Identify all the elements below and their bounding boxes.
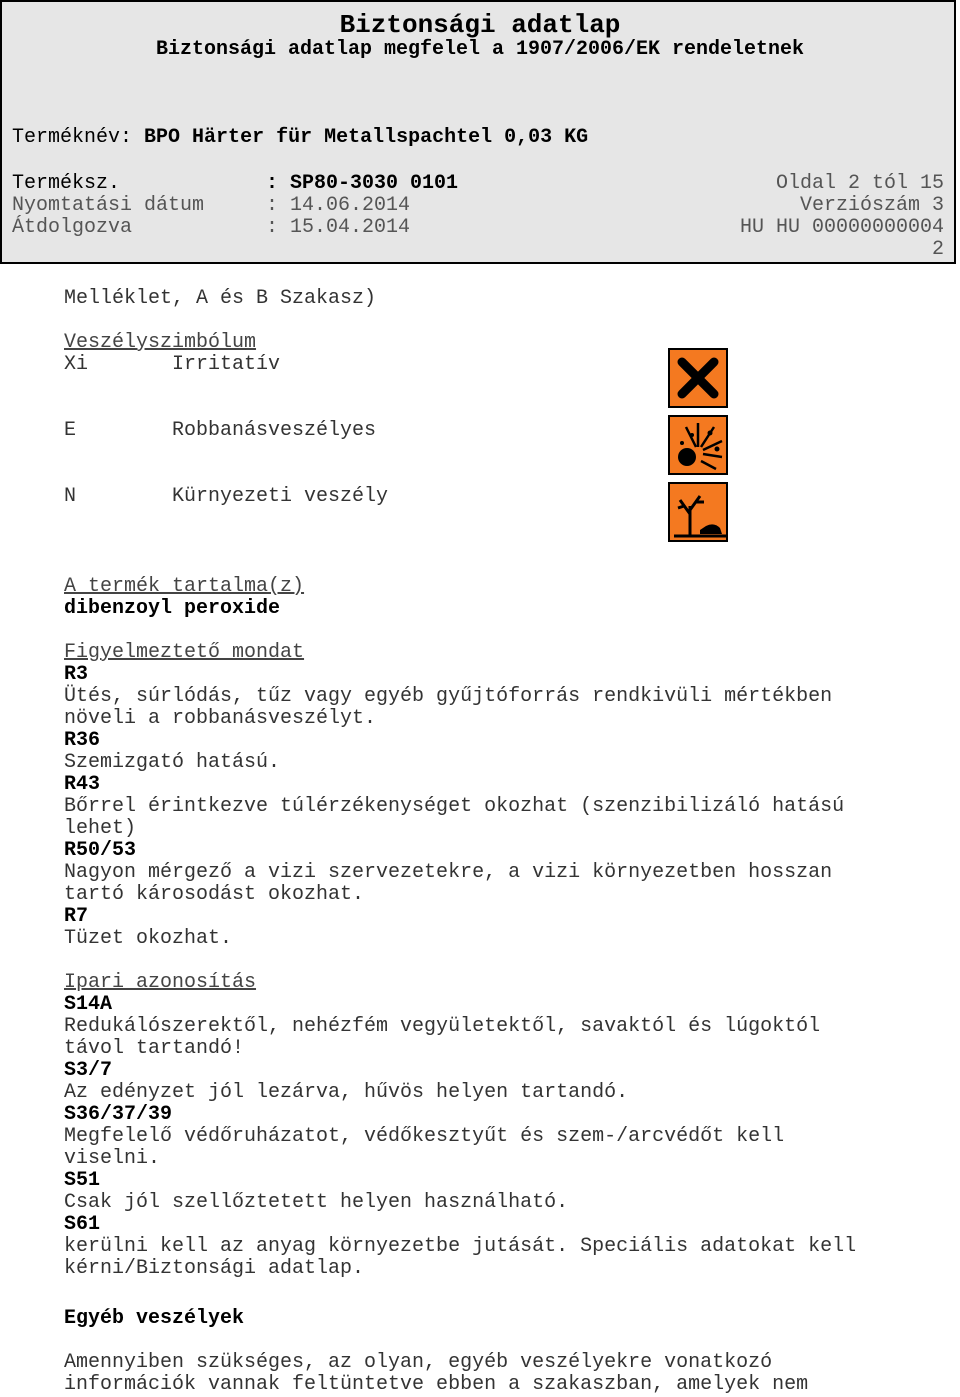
page-number: Oldal 2 tól 15: [775, 172, 944, 195]
version-number: Verziószám 3: [799, 194, 944, 217]
safety-text: Megfelelő védőruházatot, védőkesztyűt és szem-/arcvédőt kell: [64, 1125, 785, 1148]
print-date-row: [12, 194, 410, 217]
hazard-code-n: N: [64, 485, 77, 508]
hazard-code-xi: Xi: [64, 353, 89, 376]
warning-text: Nagyon mérgező a vizi szervezetekre, a vizi környezetben hosszan: [64, 861, 833, 884]
print-date-value: : 14.06.2014: [266, 194, 411, 217]
warning-text: lehet): [64, 817, 137, 840]
document-title: Biztonsági adatlap: [339, 10, 621, 40]
industrial-heading: Ipari azonosítás: [64, 971, 257, 994]
environment-hazard-icon: [668, 482, 728, 542]
harmful-cross-icon: [668, 348, 728, 408]
safety-code: S61: [64, 1213, 101, 1236]
warning-text: növeli a robbanásveszélyt.: [64, 707, 377, 730]
document-subtitle: Biztonsági adatlap megfelel a 1907/2006/EK rendeletnek: [155, 38, 805, 61]
product-code-label: Terméksz.: [12, 172, 121, 195]
warning-code: R36: [64, 729, 101, 752]
revision-date-label: Átdolgozva: [12, 216, 133, 239]
explosive-icon: [668, 415, 728, 475]
hazard-symbols-heading: Veszélyszimbólum: [64, 331, 257, 354]
product-code-row: [12, 172, 458, 195]
warning-text: Szemizgató hatású.: [64, 751, 281, 774]
warnings-heading: Figyelmeztető mondat: [64, 641, 305, 664]
safety-text: Redukálószerektől, nehézfém vegyületektől, savaktól és lúgoktól: [64, 1015, 821, 1038]
safety-code: S36/37/39: [64, 1103, 173, 1126]
warning-text: Bőrrel érintkezve túlérzékenységet okozhat (szenzibilizáló hatású: [64, 795, 845, 818]
region-code: HU HU 00000000004: [739, 216, 944, 239]
warning-text: Tüzet okozhat.: [64, 927, 233, 950]
warning-code: R3: [64, 663, 89, 686]
revision-date-value: : 15.04.2014: [266, 216, 411, 239]
warning-code: R7: [64, 905, 89, 928]
product-label: Terméknév:: [12, 126, 133, 149]
warning-text: tartó károsodást okozhat.: [64, 883, 365, 906]
product-code-value: : SP80-3030 0101: [266, 172, 459, 195]
safety-text: kérni/Biztonsági adatlap.: [64, 1257, 365, 1280]
safety-code: S51: [64, 1169, 101, 1192]
contents-value: dibenzoyl peroxide: [64, 597, 281, 620]
document-header: [0, 0, 956, 264]
warning-code: R50/53: [64, 839, 137, 862]
safety-text: Az edényzet jól lezárva, hűvös helyen tartandó.: [64, 1081, 629, 1104]
revision-date-row: [12, 216, 410, 239]
hazard-code-e: E: [64, 419, 77, 442]
warning-text: Ütés, súrlódás, tűz vagy egyéb gyűjtóforrás rendkivüli mértékben: [64, 685, 833, 708]
warning-code: R43: [64, 773, 101, 796]
annex-line: Melléklet, A és B Szakasz): [64, 287, 377, 310]
safety-text: távol tartandó!: [64, 1037, 245, 1060]
other-hazards-heading: Egyéb veszélyek: [64, 1307, 245, 1330]
safety-text: kerülni kell az anyag környezetbe jutását. Speciális adatokat kell: [64, 1235, 857, 1258]
contents-heading: A termék tartalma(z): [64, 575, 305, 598]
region-code-continued: 2: [931, 238, 944, 261]
safety-code: S14A: [64, 993, 113, 1016]
safety-code: S3/7: [64, 1059, 113, 1082]
product-name-row: [12, 126, 588, 149]
hazard-label-e: Robbanásveszélyes: [172, 419, 377, 442]
other-hazards-text: Amennyiben szükséges, az olyan, egyéb veszélyekre vonatkozó: [64, 1351, 773, 1374]
hazard-label-xi: Irritatív: [172, 353, 281, 376]
safety-text: Csak jól szellőztetett helyen használható.: [64, 1191, 569, 1214]
other-hazards-text: információk vannak feltüntetve ebben a szakaszban, amelyek nem: [64, 1373, 809, 1396]
product-name: BPO Härter für Metallspachtel 0,03 KG: [144, 126, 589, 149]
safety-text: viselni.: [64, 1147, 161, 1170]
print-date-label: Nyomtatási dátum: [12, 194, 205, 217]
hazard-label-n: Kürnyezeti veszély: [172, 485, 389, 508]
